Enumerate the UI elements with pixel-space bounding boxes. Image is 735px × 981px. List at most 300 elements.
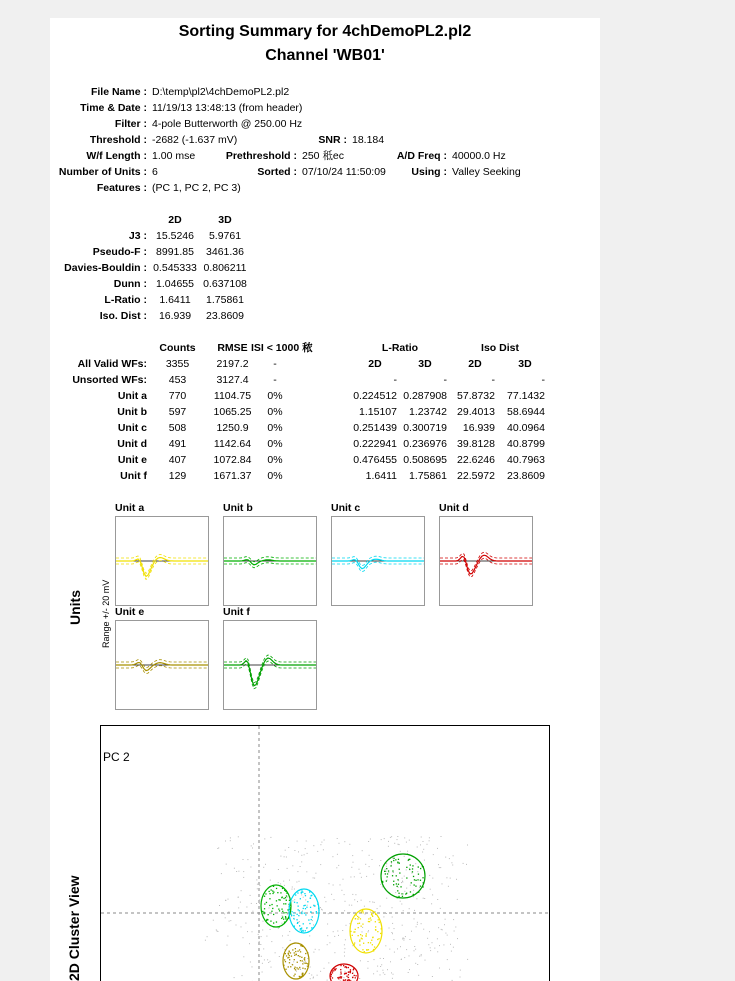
noise-point (306, 841, 307, 842)
noise-point (351, 867, 352, 868)
cluster-point (288, 953, 289, 954)
cluster-point (353, 968, 354, 969)
cluster-point (420, 868, 421, 869)
col-header-counts: Counts (159, 342, 196, 354)
noise-point (427, 938, 428, 939)
noise-point (246, 907, 247, 908)
cluster-point (301, 976, 302, 977)
noise-point (243, 871, 244, 872)
cluster-point (423, 882, 424, 883)
cluster-point (285, 918, 286, 919)
cluster-point (360, 934, 361, 935)
noise-point (300, 969, 301, 970)
noise-point (404, 957, 405, 958)
noise-point (425, 960, 426, 961)
cluster-point (294, 974, 295, 975)
noise-point (238, 871, 239, 872)
cluster-point (295, 948, 296, 949)
noise-point (258, 955, 259, 956)
noise-point (213, 920, 214, 921)
channel-title: Channel 'WB01' (265, 47, 385, 64)
cluster-point (344, 973, 345, 974)
cluster-point (286, 900, 287, 901)
cluster-point (307, 963, 308, 964)
unit-isodist-3d: 40.0964 (507, 422, 545, 434)
noise-point (302, 911, 303, 912)
cluster-point (281, 918, 282, 919)
unit-lratio-3d: 0.300719 (403, 422, 447, 434)
noise-point (453, 919, 454, 920)
noise-point (437, 938, 438, 939)
noise-point (437, 951, 438, 952)
noise-point (260, 944, 261, 945)
noise-point (324, 968, 325, 969)
cluster-point (281, 897, 282, 898)
noise-point (442, 929, 443, 930)
noise-point (368, 931, 369, 932)
cluster-point (299, 956, 300, 957)
cluster-point (372, 916, 373, 917)
time-date-label: Time & Date : (80, 102, 147, 114)
noise-point (403, 910, 404, 911)
cluster-point (415, 886, 416, 887)
noise-point (225, 917, 226, 918)
noise-point (406, 888, 407, 889)
cluster-point (269, 898, 270, 899)
noise-point (236, 925, 237, 926)
noise-point (339, 843, 340, 844)
cluster-point (311, 919, 312, 920)
metric-3d-value: 1.75861 (206, 294, 244, 306)
cluster-point (306, 907, 307, 908)
cluster-point (262, 911, 263, 912)
metric-label: Davies-Bouldin : (64, 262, 147, 274)
unit-row-label: Unsorted WFs: (72, 374, 147, 386)
noise-point (259, 899, 260, 900)
sorted-label: Sorted : (257, 166, 297, 178)
noise-point (447, 935, 448, 936)
cluster-point (305, 905, 306, 906)
noise-point (400, 901, 401, 902)
noise-point (362, 931, 363, 932)
noise-point (227, 936, 228, 937)
noise-point (391, 836, 392, 837)
noise-point (430, 889, 431, 890)
cluster-point (296, 919, 297, 920)
cluster-point (264, 913, 265, 914)
cluster-point (333, 970, 334, 971)
unit-lratio-2d: 1.6411 (365, 470, 397, 482)
cluster-point (384, 871, 385, 872)
cluster-point (368, 942, 369, 943)
unit-isodist-2d: 16.939 (462, 422, 495, 434)
cluster-point (318, 909, 319, 910)
metric-2d-value: 8991.85 (156, 246, 194, 258)
noise-point (328, 962, 329, 963)
noise-point (402, 938, 403, 939)
cluster-point (314, 896, 315, 897)
cluster-point (406, 867, 407, 868)
cluster-point (285, 891, 286, 892)
noise-point (386, 898, 387, 899)
noise-point (312, 920, 313, 921)
cluster-point (339, 977, 340, 978)
cluster-point (387, 873, 388, 874)
cluster-point (358, 935, 359, 936)
noise-point (361, 877, 362, 878)
noise-point (373, 874, 374, 875)
noise-point (416, 898, 417, 899)
unit-lratio-2d: 1.15107 (359, 406, 397, 418)
noise-point (392, 917, 393, 918)
cluster-point (348, 977, 349, 978)
cluster-point (298, 915, 299, 916)
noise-point (444, 924, 445, 925)
noise-point (270, 837, 271, 838)
unit-row-label: Unit a (117, 390, 147, 402)
noise-point (313, 977, 314, 978)
cluster-point (348, 972, 349, 973)
noise-point (414, 946, 415, 947)
noise-point (353, 862, 354, 863)
cluster-point (288, 918, 289, 919)
noise-point (393, 939, 394, 940)
cluster-point (343, 965, 344, 966)
cluster-point (350, 931, 351, 932)
noise-point (360, 873, 361, 874)
cluster-point (375, 921, 376, 922)
cluster-point (412, 871, 413, 872)
unit-isodist-2d: 22.5972 (457, 470, 495, 482)
noise-point (394, 928, 395, 929)
noise-point (219, 905, 220, 906)
noise-point (329, 942, 330, 943)
cluster-point (330, 976, 331, 977)
cluster-point (309, 923, 310, 924)
noise-point (427, 844, 428, 845)
lratio-3d-header: 3D (418, 358, 432, 370)
noise-point (251, 845, 252, 846)
cluster-point (397, 862, 398, 863)
unit-isodist-3d: - (541, 374, 545, 386)
cluster-point (373, 950, 374, 951)
cluster-point (300, 960, 301, 961)
ad-freq-label: A/D Freq : (396, 150, 447, 162)
noise-point (296, 882, 297, 883)
cluster-point (340, 972, 341, 973)
noise-point (234, 977, 235, 978)
isodist-2d-header: 2D (468, 358, 482, 370)
col-header-rmse: RMSE (217, 342, 248, 354)
cluster-point (353, 931, 354, 932)
cluster-point (372, 915, 373, 916)
noise-point (372, 902, 373, 903)
noise-point (250, 867, 251, 868)
cluster-point (272, 908, 273, 909)
noise-point (280, 883, 281, 884)
noise-point (238, 836, 239, 837)
noise-point (337, 854, 338, 855)
noise-point (243, 956, 244, 957)
cluster-point (301, 957, 302, 958)
waveform-trace (224, 658, 316, 686)
noise-point (307, 958, 308, 959)
noise-point (333, 931, 334, 932)
noise-point (380, 906, 381, 907)
cluster-point (422, 886, 423, 887)
noise-point (450, 878, 451, 879)
noise-point (460, 977, 461, 978)
noise-point (422, 852, 423, 853)
noise-point (207, 936, 208, 937)
noise-point (374, 902, 375, 903)
cluster-point (399, 863, 400, 864)
unit-lratio-2d: 0.251439 (353, 422, 397, 434)
noise-point (351, 905, 352, 906)
noise-point (299, 921, 300, 922)
noise-point (463, 863, 464, 864)
cluster-point (413, 876, 414, 877)
noise-point (337, 931, 338, 932)
cluster-point (386, 880, 387, 881)
cluster-point (363, 943, 364, 944)
cluster-point (291, 956, 292, 957)
unit-isodist-3d: 23.8609 (507, 470, 545, 482)
cluster-point (296, 954, 297, 955)
noise-point (384, 838, 385, 839)
unit-lratio-3d: 0.287908 (403, 390, 447, 402)
noise-point (401, 959, 402, 960)
noise-point (387, 969, 388, 970)
cluster-point (285, 953, 286, 954)
cluster-boundary (289, 889, 319, 933)
cluster-point (278, 899, 279, 900)
noise-point (238, 907, 239, 908)
noise-point (397, 839, 398, 840)
cluster-point (289, 900, 290, 901)
lratio-2d-header: 2D (368, 358, 382, 370)
noise-point (282, 935, 283, 936)
noise-point (224, 913, 225, 914)
noise-point (390, 961, 391, 962)
cluster-point (297, 962, 298, 963)
noise-point (350, 912, 351, 913)
cluster-point (393, 858, 394, 859)
noise-point (403, 937, 404, 938)
cluster-point (312, 916, 313, 917)
noise-point (247, 859, 248, 860)
noise-point (419, 956, 420, 957)
noise-point (304, 854, 305, 855)
waveform-plot (331, 516, 425, 606)
noise-point (344, 952, 345, 953)
noise-point (369, 901, 370, 902)
cluster-point (388, 870, 389, 871)
noise-point (362, 850, 363, 851)
noise-point (380, 958, 381, 959)
noise-point (401, 882, 402, 883)
noise-point (446, 877, 447, 878)
num-units-value: 6 (152, 166, 158, 178)
unit-rmse: 1250.9 (216, 422, 249, 434)
noise-point (309, 973, 310, 974)
cluster-point (414, 879, 415, 880)
noise-point (292, 865, 293, 866)
noise-point (403, 893, 404, 894)
cluster-point (294, 955, 295, 956)
unit-isodist-3d: 40.7963 (507, 454, 545, 466)
cluster-point (289, 959, 290, 960)
cluster-point (374, 946, 375, 947)
cluster-point (295, 894, 296, 895)
cluster-point (279, 926, 280, 927)
cluster-point (292, 964, 293, 965)
noise-point (263, 948, 264, 949)
cluster-point (368, 918, 369, 919)
cluster-point (303, 923, 304, 924)
noise-point (442, 883, 443, 884)
unit-isodist-2d: 22.6246 (457, 454, 495, 466)
noise-point (377, 908, 378, 909)
waveform-trace (116, 666, 208, 674)
cluster-point (295, 969, 296, 970)
noise-point (262, 963, 263, 964)
noise-point (433, 854, 434, 855)
cluster-point (316, 911, 317, 912)
noise-point (285, 850, 286, 851)
noise-point (451, 951, 452, 952)
cluster-point (302, 946, 303, 947)
waveform-plot (115, 620, 209, 710)
unit-rmse: 1671.37 (213, 470, 252, 482)
noise-point (278, 928, 279, 929)
noise-point (317, 851, 318, 852)
noise-point (252, 848, 253, 849)
noise-point (417, 964, 418, 965)
noise-point (245, 923, 246, 924)
cluster-point (397, 879, 398, 880)
noise-point (270, 880, 271, 881)
cluster-plot (101, 726, 549, 981)
cluster-point (414, 884, 415, 885)
cluster-point (368, 949, 369, 950)
noise-point (431, 903, 432, 904)
unit-lratio-2d: 0.222941 (353, 438, 397, 450)
noise-point (305, 899, 306, 900)
noise-point (400, 946, 401, 947)
cluster-point (371, 940, 372, 941)
noise-point (292, 889, 293, 890)
cluster-point (372, 937, 373, 938)
cluster-point (285, 961, 286, 962)
filter-label: Filter : (114, 118, 147, 130)
cluster-point (297, 892, 298, 893)
noise-point (439, 945, 440, 946)
noise-point (264, 959, 265, 960)
noise-point (232, 848, 233, 849)
noise-point (321, 842, 322, 843)
noise-point (338, 865, 339, 866)
noise-point (301, 855, 302, 856)
cluster-point (306, 927, 307, 928)
noise-point (309, 935, 310, 936)
noise-point (386, 863, 387, 864)
cluster-point (308, 919, 309, 920)
filter-value: 4-pole Butterworth @ 250.00 Hz (152, 118, 303, 130)
cluster-point (271, 889, 272, 890)
noise-point (259, 941, 260, 942)
unit-counts: 770 (168, 390, 187, 402)
unit-isi: 0% (267, 422, 283, 434)
cluster-point (302, 960, 303, 961)
cluster-point (340, 965, 341, 966)
cluster-point (399, 872, 400, 873)
noise-point (259, 903, 260, 904)
noise-point (256, 903, 257, 904)
cluster-point (355, 977, 356, 978)
noise-point (238, 897, 239, 898)
noise-point (449, 969, 450, 970)
cluster-point (306, 963, 307, 964)
noise-point (340, 884, 341, 885)
cluster-point (372, 944, 373, 945)
noise-point (391, 932, 392, 933)
features-value: (PC 1, PC 2, PC 3) (152, 182, 241, 194)
cluster-point (397, 897, 398, 898)
cluster-point (303, 908, 304, 909)
noise-point (284, 856, 285, 857)
noise-point (320, 864, 321, 865)
cluster-point (286, 955, 287, 956)
noise-point (353, 972, 354, 973)
cluster-point (282, 917, 283, 918)
threshold-label: Threshold : (89, 134, 147, 146)
noise-point (296, 971, 297, 972)
cluster-point (365, 935, 366, 936)
noise-point (400, 851, 401, 852)
cluster-point (368, 921, 369, 922)
noise-point (288, 935, 289, 936)
noise-point (306, 871, 307, 872)
noise-point (447, 959, 448, 960)
cluster-point (422, 877, 423, 878)
noise-point (334, 899, 335, 900)
cluster-point (290, 907, 291, 908)
cluster-point (408, 859, 409, 860)
noise-point (216, 929, 217, 930)
noise-point (320, 844, 321, 845)
unit-rmse: 2197.2 (216, 358, 249, 370)
cluster-point (391, 861, 392, 862)
metrics-header-2d: 2D (168, 214, 182, 226)
cluster-point (362, 911, 363, 912)
cluster-point (311, 895, 312, 896)
cluster-point (273, 922, 274, 923)
noise-point (416, 926, 417, 927)
noise-point (250, 895, 251, 896)
noise-point (328, 913, 329, 914)
noise-point (380, 974, 381, 975)
cluster-point (340, 969, 341, 970)
cluster-point (371, 913, 372, 914)
cluster-point (299, 925, 300, 926)
noise-point (305, 848, 306, 849)
pc2-axis-label: PC 2 (103, 750, 130, 764)
cluster-point (346, 973, 347, 974)
cluster-point (316, 912, 317, 913)
unit-lratio-2d: 0.224512 (353, 390, 397, 402)
noise-point (404, 891, 405, 892)
